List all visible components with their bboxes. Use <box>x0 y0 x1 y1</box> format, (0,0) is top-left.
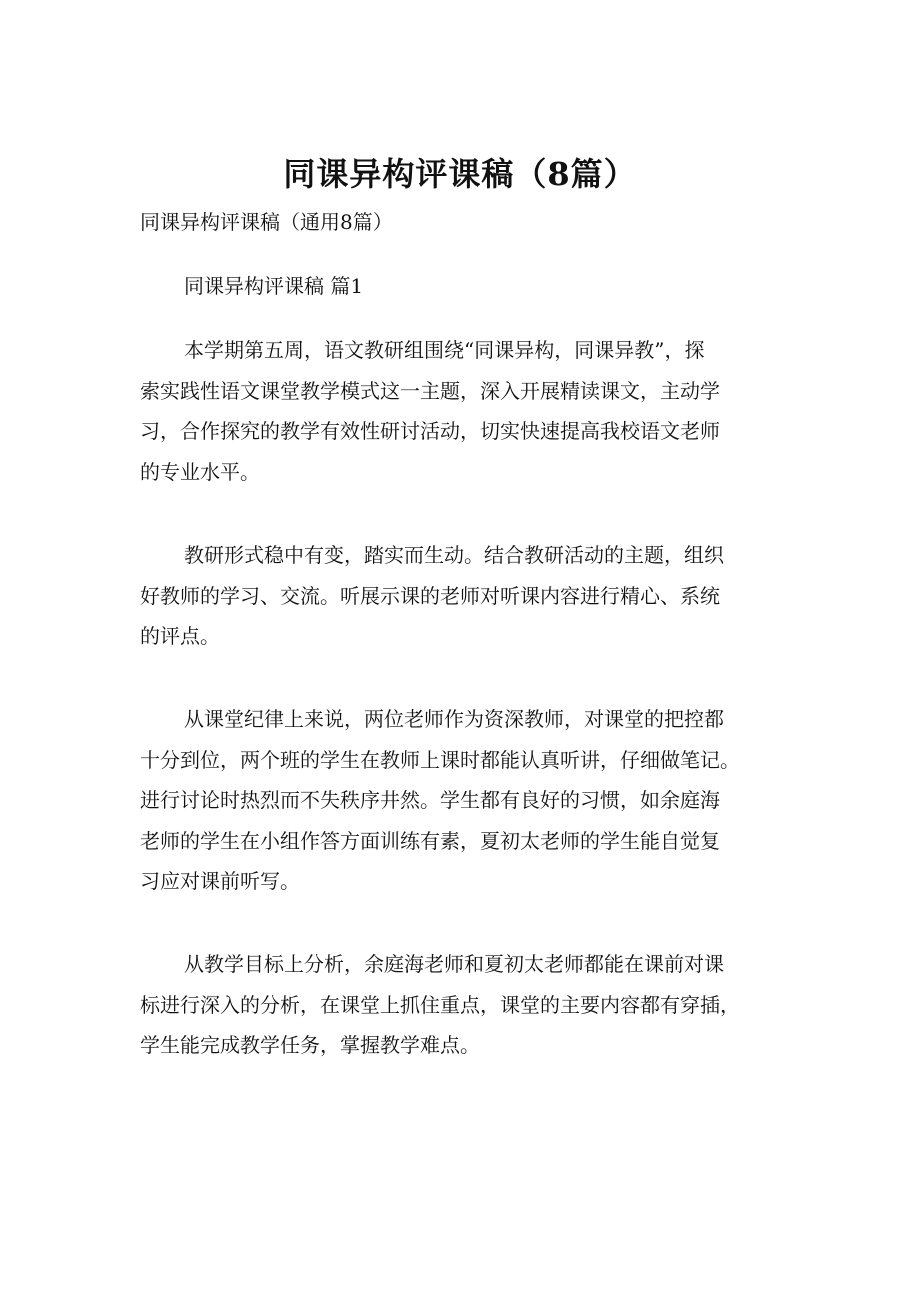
paragraph-line: 进行讨论时热烈而不失秩序井然。学生都有良好的习惯，如余庭海 <box>140 788 720 812</box>
paragraph-1 <box>140 330 812 492</box>
paragraph-line: 的评点。 <box>140 624 220 648</box>
paragraph-2 <box>140 535 812 657</box>
paragraph-line: 十分到位，两个班的学生在教师上课时都能认真听讲，仔细做笔记。 <box>140 747 740 772</box>
paragraph-4 <box>140 944 812 1066</box>
paragraph-line: 的专业水平。 <box>140 459 260 484</box>
paragraph-line: 本学期第五周，语文教研组围绕“同课异构，同课异教”，探 <box>184 338 705 362</box>
paragraph-line: 从课堂纪律上来说，两位老师作为资深教师，对课堂的把控都 <box>184 707 724 731</box>
paragraph-3 <box>140 699 812 902</box>
paragraph-line: 老师的学生在小组作答方面训练有素，夏初太老师的学生能自觉复 <box>140 828 720 853</box>
paragraph-line: 索实践性语文课堂教学模式这一主题，深入开展精读课文，主动学 <box>140 378 720 403</box>
paragraph-line: 教研形式稳中有变，踏实而生动。结合教研活动的主题，组织 <box>184 543 724 567</box>
paragraph-line: 习，合作探究的教学有效性研讨活动，切实快速提高我校语文老师 <box>140 419 720 443</box>
paragraph-line: 好教师的学习、交流。听展示课的老师对听课内容进行精心、系统 <box>140 583 720 608</box>
paragraph-line: 标进行深入的分析，在课堂上抓住重点，课堂的主要内容都有穿插， <box>140 992 740 1017</box>
section-heading: 同课异构评课稿 篇1 <box>184 274 364 298</box>
paragraph-line: 习应对课前听写。 <box>140 869 300 893</box>
document-title: 同课异构评课稿（8篇） <box>283 155 637 193</box>
document-subtitle: 同课异构评课稿（通用8篇） <box>140 210 393 234</box>
paragraph-line: 从教学目标上分析，余庭海老师和夏初太老师都能在课前对课 <box>184 952 724 976</box>
paragraph-line: 学生能完成教学任务，掌握教学难点。 <box>140 1033 480 1057</box>
